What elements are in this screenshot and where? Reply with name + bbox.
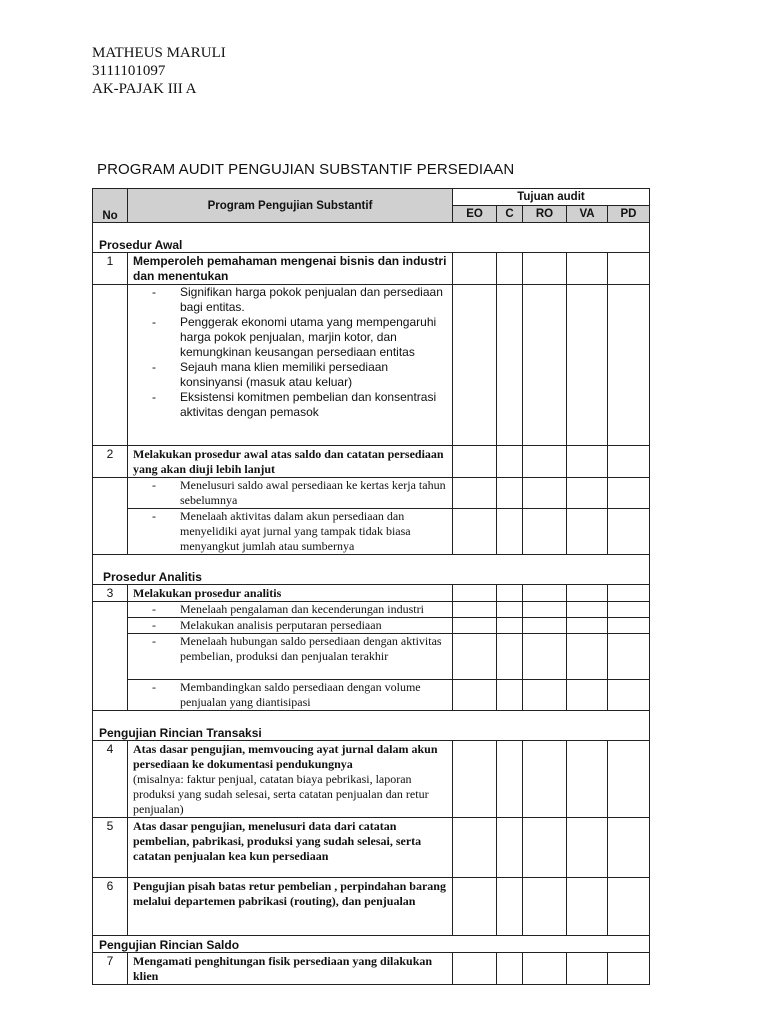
check-cell[interactable] (497, 585, 523, 602)
subpoint: - Melakukan analisis perputaran persediaan (152, 618, 382, 632)
check-cell[interactable] (567, 878, 608, 936)
header-objective-pd: PD (608, 206, 650, 223)
check-cell[interactable] (497, 741, 523, 818)
check-cell[interactable] (497, 634, 523, 680)
check-cell[interactable] (523, 602, 567, 618)
check-cell[interactable] (453, 509, 497, 555)
check-cell[interactable] (608, 585, 650, 602)
check-cell[interactable] (567, 509, 608, 555)
check-cell[interactable] (497, 818, 523, 878)
section-rincian-transaksi: Pengujian Rincian Transaksi (93, 711, 650, 741)
check-cell[interactable] (608, 285, 650, 446)
check-cell[interactable] (523, 634, 567, 680)
check-cell[interactable] (567, 446, 608, 478)
check-cell[interactable] (453, 680, 497, 711)
item-subpoints (128, 285, 453, 446)
item-procedure: Memperoleh pemahaman mengenai bisnis dan industri dan menentukan (128, 253, 453, 285)
item-number: 5 (93, 818, 128, 878)
item-procedure: Melakukan prosedur analitis (128, 585, 453, 602)
header-program: Program Pengujian Substantif (128, 189, 453, 223)
check-cell[interactable] (608, 446, 650, 478)
check-cell[interactable] (523, 585, 567, 602)
check-cell[interactable] (608, 618, 650, 634)
check-cell[interactable] (567, 634, 608, 680)
check-cell[interactable] (523, 818, 567, 878)
check-cell[interactable] (453, 618, 497, 634)
item-number: 3 (93, 585, 128, 602)
check-cell[interactable] (608, 253, 650, 285)
check-cell[interactable] (497, 953, 523, 985)
item-procedure: Pengujian pisah batas retur pembelian , perpindahan barang melalui departemen pabrikasi (routing), dan penjualan (128, 878, 453, 936)
subpoint: - Menelusuri saldo awal persediaan ke kertas kerja tahun sebelumnya (152, 478, 446, 507)
document-title: PROGRAM AUDIT PENGUJIAN SUBSTANTIF PERSEDIAAN (97, 161, 515, 178)
section-prosedur-awal: Prosedur Awal (93, 223, 650, 253)
header-objective-eo: EO (453, 206, 497, 223)
header-no: No (93, 189, 128, 223)
item-subpoints (128, 618, 453, 634)
header-objective-c: C (497, 206, 523, 223)
check-cell[interactable] (608, 509, 650, 555)
check-cell[interactable] (608, 634, 650, 680)
header-tujuan-audit: Tujuan audit (453, 189, 650, 206)
student-class: AK-PAJAK III A (92, 81, 197, 97)
header-objective-va: VA (567, 206, 608, 223)
subpoint: - Membandingkan saldo persediaan dengan volume penjualan yang diantisipasi (152, 680, 421, 709)
check-cell[interactable] (523, 618, 567, 634)
check-cell[interactable] (567, 953, 608, 985)
item-subpoints (128, 680, 453, 711)
item-number: 7 (93, 953, 128, 985)
check-cell[interactable] (608, 953, 650, 985)
student-name: MATHEUS MARULI (92, 45, 226, 61)
check-cell[interactable] (567, 741, 608, 818)
check-cell[interactable] (567, 478, 608, 509)
check-cell[interactable] (497, 253, 523, 285)
check-cell[interactable] (567, 585, 608, 602)
student-id: 3111101097 (92, 63, 166, 79)
check-cell[interactable] (523, 253, 567, 285)
item-procedure: Atas dasar pengujian, menelusuri data dari catatan pembelian, pabrikasi, produksi yang sudah selesai, serta catatan penjualan kea kun persediaan (128, 818, 453, 878)
subpoint: - Menelaah aktivitas dalam akun persediaan dan menyelidiki ayat jurnal yang tampak tidak biasa menyangkut jumlah atau sumbernya (152, 509, 411, 553)
subpoint: - Sejauh mana klien memiliki persediaan konsinyansi (masuk atau keluar) (152, 360, 389, 389)
check-cell[interactable] (453, 478, 497, 509)
item-subpoints (128, 634, 453, 680)
check-cell[interactable] (453, 953, 497, 985)
check-cell[interactable] (567, 285, 608, 446)
check-cell[interactable] (567, 818, 608, 878)
check-cell[interactable] (497, 446, 523, 478)
audit-program-table (92, 188, 650, 985)
section-rincian-saldo: Pengujian Rincian Saldo (93, 936, 650, 953)
check-cell[interactable] (453, 818, 497, 878)
check-cell[interactable] (567, 602, 608, 618)
check-cell[interactable] (497, 478, 523, 509)
item-number: 4 (93, 741, 128, 818)
item-number: 6 (93, 878, 128, 936)
check-cell[interactable] (608, 818, 650, 878)
item-procedure: Melakukan prosedur awal atas saldo dan catatan persediaan yang akan diuji lebih lanjut (128, 446, 453, 478)
subpoint: - Menelaah hubungan saldo persediaan dengan aktivitas pembelian, produksi dan penjualan terakhir (152, 634, 442, 663)
check-cell[interactable] (523, 285, 567, 446)
subpoint: - Penggerak ekonomi utama yang mempengaruhi harga pokok penjualan, marjin kotor, dan kemungkinan keusangan persediaan entitas (152, 315, 437, 359)
check-cell[interactable] (567, 680, 608, 711)
check-cell[interactable] (497, 680, 523, 711)
check-cell[interactable] (453, 602, 497, 618)
check-cell[interactable] (453, 446, 497, 478)
item-procedure: Mengamati penghitungan fisik persediaan yang dilakukan klien (128, 953, 453, 985)
check-cell[interactable] (608, 602, 650, 618)
check-cell[interactable] (523, 509, 567, 555)
check-cell[interactable] (608, 680, 650, 711)
item-number: 2 (93, 446, 128, 478)
item-subpoints (128, 602, 453, 618)
check-cell[interactable] (497, 618, 523, 634)
check-cell[interactable] (608, 478, 650, 509)
check-cell[interactable] (608, 878, 650, 936)
check-cell[interactable] (523, 741, 567, 818)
subpoint: - Eksistensi komitmen pembelian dan konsentrasi aktivitas dengan pemasok (152, 390, 437, 419)
check-cell[interactable] (523, 680, 567, 711)
item-number: 1 (93, 253, 128, 285)
item-procedure: Atas dasar pengujian, memvoucing ayat jurnal dalam akun persediaan ke dokumentasi pendukungnya (misalnya: faktur penjual, catatan biaya pebrikasi, laporan produksi yang sudah selesai, serta catatan penjualan dan retur penjualan) (128, 741, 453, 818)
item-note: (misalnya: faktur penjual, catatan biaya pebrikasi, laporan produksi yang sudah selesai, serta catatan penjualan dan retur penjualan) (133, 772, 429, 816)
check-cell[interactable] (523, 878, 567, 936)
check-cell[interactable] (523, 953, 567, 985)
check-cell[interactable] (497, 878, 523, 936)
check-cell[interactable] (608, 741, 650, 818)
section-prosedur-analitis: Prosedur Analitis (93, 555, 650, 585)
check-cell[interactable] (523, 446, 567, 478)
check-cell[interactable] (567, 253, 608, 285)
check-cell[interactable] (523, 478, 567, 509)
student-header (92, 44, 226, 98)
check-cell[interactable] (453, 585, 497, 602)
check-cell[interactable] (453, 253, 497, 285)
check-cell[interactable] (497, 509, 523, 555)
check-cell[interactable] (497, 285, 523, 446)
item-subpoints (128, 509, 453, 555)
check-cell[interactable] (453, 634, 497, 680)
check-cell[interactable] (453, 878, 497, 936)
item-subpoints (128, 478, 453, 509)
check-cell[interactable] (453, 285, 497, 446)
subpoint: - Signifikan harga pokok penjualan dan persediaan bagi entitas. (152, 285, 443, 314)
check-cell[interactable] (567, 618, 608, 634)
check-cell[interactable] (497, 602, 523, 618)
check-cell[interactable] (453, 741, 497, 818)
header-objective-ro: RO (523, 206, 567, 223)
subpoint: - Menelaah pengalaman dan kecenderungan industri (152, 602, 424, 616)
